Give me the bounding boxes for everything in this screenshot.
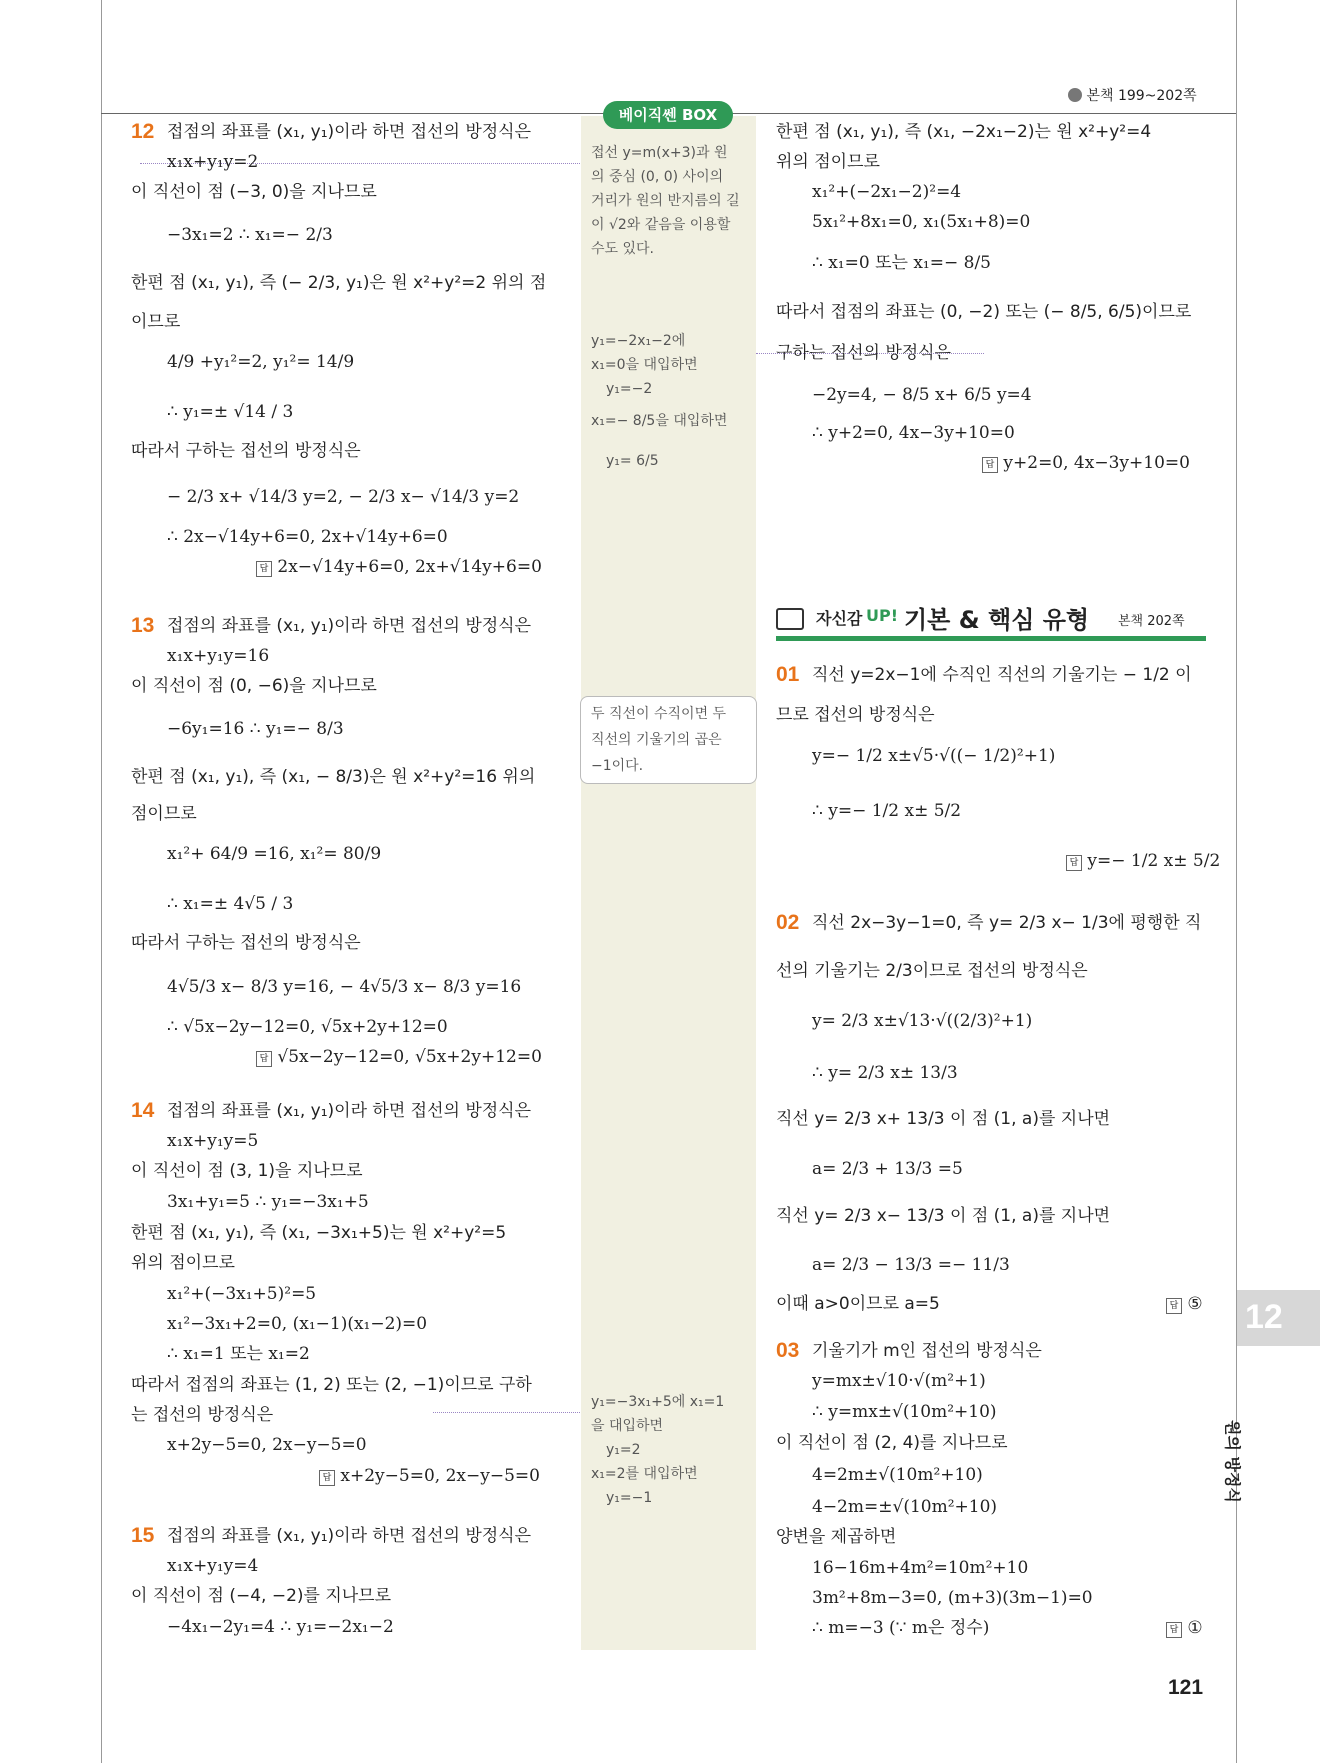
box-note-line: y₁= 6/5 xyxy=(606,453,659,469)
equation-line: 4√5/3 x− 8/3 y=16, − 4√5/3 x− 8/3 y=16 xyxy=(167,977,522,997)
box-note-line: 이 √2와 같음을 이용할 xyxy=(591,217,731,233)
equation-line: x₁x+y₁y=4 xyxy=(167,1556,259,1576)
answer-text: 2x−√14y+6=0, 2x+√14y+6=0 xyxy=(272,557,542,577)
box-note-line: 접선 y=m(x+3)과 원 xyxy=(591,145,728,161)
equation-line: −6y₁=16 ∴ y₁=− 8/3 xyxy=(167,719,344,739)
equation-line: x₁²+(−3x₁+5)²=5 xyxy=(167,1284,317,1304)
problem-number: 12 xyxy=(131,120,155,143)
text-line: 따라서 접점의 좌표는 (1, 2) 또는 (2, −1)이므로 구하 xyxy=(131,1375,532,1395)
box-note-line: y₁=−2x₁−2에 xyxy=(591,333,686,349)
section-up: UP! xyxy=(866,606,899,625)
answer-text: y=− 1/2 x± 5/2 xyxy=(1082,851,1221,871)
box-note-line: y₁=2 xyxy=(606,1442,641,1458)
equation-line: a= 2/3 − 13/3 =− 11/3 xyxy=(812,1255,1010,1275)
text-line: 접점의 좌표를 (x₁, y₁)이라 하면 접선의 방정식은 xyxy=(167,1526,532,1546)
equation-line: x₁²+ 64/9 =16, x₁²= 80/9 xyxy=(167,844,382,864)
book-ref-icon xyxy=(1068,88,1082,102)
equation-line: ∴ y= 2/3 x± 13/3 xyxy=(812,1063,958,1083)
chapter-tab-title: 원의 방정식 xyxy=(1223,1420,1242,1503)
equation-line: ∴ x₁=1 또는 x₁=2 xyxy=(167,1344,310,1364)
text-line: 이 직선이 점 (−4, −2)를 지나므로 xyxy=(131,1586,392,1606)
text-line: 이 직선이 점 (3, 1)을 지나므로 xyxy=(131,1161,363,1181)
text-line: 접점의 좌표를 (x₁, y₁)이라 하면 접선의 방정식은 xyxy=(167,122,532,142)
section-title: 기본 & 핵심 유형 xyxy=(904,606,1090,634)
text-line: 직선 2x−3y−1=0, 즉 y= 2/3 x− 1/3에 평행한 직 xyxy=(812,913,1202,933)
text-line: 이 직선이 점 (0, −6)을 지나므로 xyxy=(131,676,377,696)
equation-line: ∴ x₁=0 또는 x₁=− 8/5 xyxy=(812,253,991,273)
section-prefix: 자신감 xyxy=(816,609,863,628)
text-line: 접점의 좌표를 (x₁, y₁)이라 하면 접선의 방정식은 xyxy=(167,1101,532,1121)
text-line: 구하는 접선의 방정식은 xyxy=(776,343,952,363)
note-connector xyxy=(433,1412,580,1413)
answer-text: y+2=0, 4x−3y+10=0 xyxy=(998,453,1190,473)
box-note-line: 수도 있다. xyxy=(591,241,654,257)
text-line: 위의 점이므로 xyxy=(131,1253,235,1273)
answer-icon: 답 xyxy=(1066,855,1082,871)
box-note-line: y₁=−3x₁+5에 x₁=1 xyxy=(591,1394,725,1410)
equation-line: 3m²+8m−3=0, (m+3)(3m−1)=0 xyxy=(812,1588,1093,1608)
equation-line: ∴ m=−3 (∵ m은 정수) xyxy=(812,1618,990,1638)
equation-line: y=mx±√10·√(m²+1) xyxy=(812,1371,986,1391)
equation-line: −4x₁−2y₁=4 ∴ y₁=−2x₁−2 xyxy=(167,1617,394,1637)
box-note-line: y₁=−2 xyxy=(606,381,653,397)
equation-line: 16−16m+4m²=10m²+10 xyxy=(812,1558,1029,1578)
equation-line: y=− 1/2 x±√5·√((− 1/2)²+1) xyxy=(812,746,1056,766)
answer-text: √5x−2y−12=0, √5x+2y+12=0 xyxy=(272,1047,542,1067)
equation-line: ∴ x₁=± 4√5 / 3 xyxy=(167,894,294,914)
answer-line xyxy=(1066,850,1220,872)
answer-icon: 답 xyxy=(256,561,272,577)
answer-line xyxy=(319,1465,540,1487)
text-line: 직선 y= 2/3 x+ 13/3 이 점 (1, a)를 지나면 xyxy=(776,1109,1111,1129)
page-ref: 본책 199~202쪽 xyxy=(1068,85,1197,105)
problem-number: 14 xyxy=(131,1099,155,1122)
text-line: 므로 접선의 방정식은 xyxy=(776,705,935,725)
text-line: 이므로 xyxy=(131,312,181,332)
problem-number: 01 xyxy=(776,663,800,686)
text-line: 직선 y=2x−1에 수직인 직선의 기울기는 − 1/2 이 xyxy=(812,665,1192,685)
tip-line: −1이다. xyxy=(591,758,644,774)
answer-line xyxy=(1166,1617,1203,1639)
text-line: 한편 점 (x₁, y₁), 즉 (− 2/3, y₁)은 원 x²+y²=2 위의 점 xyxy=(131,273,547,293)
tip-box xyxy=(580,696,757,784)
text-line: 따라서 구하는 접선의 방정식은 xyxy=(131,441,361,461)
answer-text: x+2y−5=0, 2x−y−5=0 xyxy=(335,1466,540,1486)
equation-line: −3x₁=2 ∴ x₁=− 2/3 xyxy=(167,225,333,245)
text-line: 직선 y= 2/3 x− 13/3 이 점 (1, a)를 지나면 xyxy=(776,1206,1111,1226)
answer-line xyxy=(982,452,1190,474)
text-line: 이 직선이 점 (2, 4)를 지나므로 xyxy=(776,1433,1008,1453)
equation-line: a= 2/3 + 13/3 =5 xyxy=(812,1159,963,1179)
equation-line: x₁x+y₁y=2 xyxy=(167,152,259,172)
left-margin-line xyxy=(101,0,102,1763)
equation-line: ∴ y+2=0, 4x−3y+10=0 xyxy=(812,423,1015,443)
equation-line: ∴ y=mx±√(10m²+10) xyxy=(812,1402,997,1422)
box-note-line: x₁=0을 대입하면 xyxy=(591,357,698,373)
text-line: 따라서 접점의 좌표는 (0, −2) 또는 (− 8/5, 6/5)이므로 xyxy=(776,302,1192,322)
text-line: 선의 기울기는 2/3이므로 접선의 방정식은 xyxy=(776,961,1088,981)
answer-icon: 답 xyxy=(1166,1298,1182,1314)
section-header xyxy=(776,600,1206,642)
equation-line: x₁x+y₁y=16 xyxy=(167,646,270,666)
answer-line xyxy=(256,556,542,578)
equation-line: − 2/3 x+ √14/3 y=2, − 2/3 x− √14/3 y=2 xyxy=(167,487,520,507)
answer-icon: 답 xyxy=(319,1470,335,1486)
text-line: 접점의 좌표를 (x₁, y₁)이라 하면 접선의 방정식은 xyxy=(167,616,532,636)
text-line: 양변을 제곱하면 xyxy=(776,1527,897,1547)
megaphone-icon xyxy=(776,608,804,630)
answer-icon: 답 xyxy=(982,457,998,473)
equation-line: ∴ 2x−√14y+6=0, 2x+√14y+6=0 xyxy=(167,527,448,547)
tip-line: 직선의 기울기의 곱은 xyxy=(591,732,722,748)
equation-line: x₁²+(−2x₁−2)²=4 xyxy=(812,182,962,202)
answer-icon: 답 xyxy=(1166,1622,1182,1638)
page-number: 121 xyxy=(1168,1676,1204,1699)
equation-line: 4−2m=±√(10m²+10) xyxy=(812,1497,998,1517)
answer-line xyxy=(1166,1293,1203,1315)
equation-line: x₁²−3x₁+2=0, (x₁−1)(x₁−2)=0 xyxy=(167,1314,428,1334)
chapter-tab xyxy=(1237,1290,1320,1346)
equation-line: y= 2/3 x±√13·√((2/3)²+1) xyxy=(812,1011,1033,1031)
basic-box-title: 베이직쎈 BOX xyxy=(603,101,733,129)
box-note-line: y₁=−1 xyxy=(606,1490,653,1506)
equation-line: ∴ y₁=± √14 / 3 xyxy=(167,402,294,422)
box-note-line: 을 대입하면 xyxy=(591,1418,664,1434)
chapter-tab-number: 12 xyxy=(1245,1298,1283,1336)
equation-line: 4/9 +y₁²=2, y₁²= 14/9 xyxy=(167,352,355,372)
problem-number: 13 xyxy=(131,614,155,637)
text-line: 위의 점이므로 xyxy=(776,152,880,172)
problem-number: 03 xyxy=(776,1339,800,1362)
section-underline xyxy=(776,636,1206,641)
text-line: 점이므로 xyxy=(131,804,197,824)
tip-line: 두 직선이 수직이면 두 xyxy=(591,706,727,722)
text-line: 는 접선의 방정식은 xyxy=(131,1405,274,1425)
equation-line: x₁x+y₁y=5 xyxy=(167,1131,259,1151)
box-note-line: 거리가 원의 반지름의 길 xyxy=(591,193,740,209)
equation-line: 3x₁+y₁=5 ∴ y₁=−3x₁+5 xyxy=(167,1192,369,1212)
text-line: 따라서 구하는 접선의 방정식은 xyxy=(131,933,361,953)
text-line: 한편 점 (x₁, y₁), 즉 (x₁, −3x₁+5)는 원 x²+y²=5 xyxy=(131,1223,507,1243)
equation-line: x+2y−5=0, 2x−y−5=0 xyxy=(167,1435,367,1455)
box-note-line: 의 중심 (0, 0) 사이의 xyxy=(591,169,724,185)
section-ref: 본책 202쪽 xyxy=(1118,614,1185,629)
text-line: 이때 a>0이므로 a=5 xyxy=(776,1294,940,1314)
equation-line: ∴ y=− 1/2 x± 5/2 xyxy=(812,801,962,821)
text-line: 한편 점 (x₁, y₁), 즉 (x₁, −2x₁−2)는 원 x²+y²=4 xyxy=(776,122,1152,142)
problem-number: 15 xyxy=(131,1524,155,1547)
text-line: 기울기가 m인 접선의 방정식은 xyxy=(812,1341,1042,1361)
answer-text: ⑤ xyxy=(1182,1294,1203,1314)
text-line: 이 직선이 점 (−3, 0)을 지나므로 xyxy=(131,182,377,202)
box-note-line: x₁=2를 대입하면 xyxy=(591,1466,698,1482)
answer-icon: 답 xyxy=(256,1051,272,1067)
equation-line: −2y=4, − 8/5 x+ 6/5 y=4 xyxy=(812,385,1032,405)
text-line: 한편 점 (x₁, y₁), 즉 (x₁, − 8/3)은 원 x²+y²=16 위의 xyxy=(131,767,536,787)
answer-text: ① xyxy=(1182,1618,1203,1638)
equation-line: ∴ √5x−2y−12=0, √5x+2y+12=0 xyxy=(167,1017,448,1037)
equation-line: 5x₁²+8x₁=0, x₁(5x₁+8)=0 xyxy=(812,212,1031,232)
answer-line xyxy=(256,1046,542,1068)
box-note-line: x₁=− 8/5을 대입하면 xyxy=(591,413,728,429)
equation-line: 4=2m±√(10m²+10) xyxy=(812,1465,983,1485)
problem-number: 02 xyxy=(776,911,800,934)
